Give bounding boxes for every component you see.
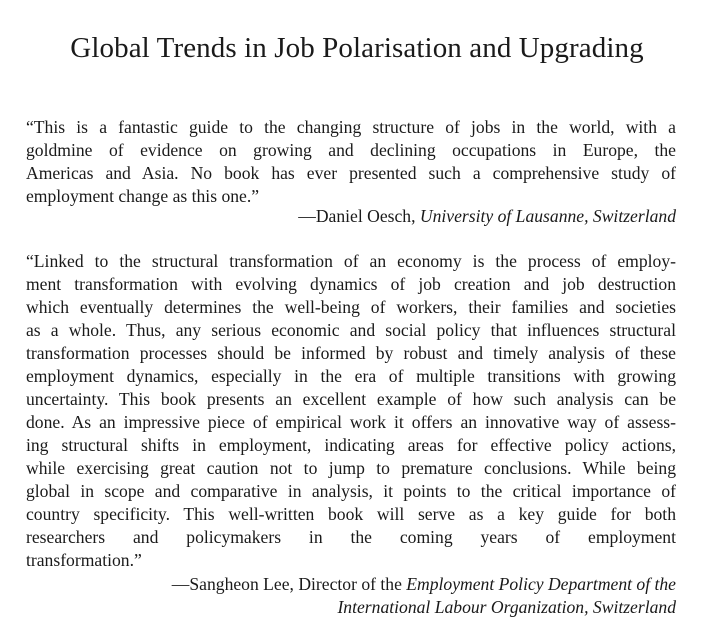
quote-line: which eventually determines the well-being of workers, their families and societies: [26, 297, 676, 317]
quote-line: as a whole. Thus, any serious economic and social policy that influences structural: [26, 320, 676, 340]
quote-line: researchers and policymakers in the coming years of employment: [26, 527, 676, 547]
quote-line: transformation.”: [26, 550, 142, 570]
endorsement-quote-lee: [26, 250, 676, 572]
quote-line: ing structural shifts in employment, indicating areas for effective policy actions,: [26, 435, 676, 455]
endorsement-attribution-oesch: [298, 205, 676, 228]
quote-line: country specificity. This well-written book will serve as a key guide for both: [26, 504, 676, 524]
quote-line: goldmine of evidence on growing and declining occupations in Europe, the: [26, 140, 676, 160]
quote-line: while exercising great caution not to jump to premature conclusions. While being: [26, 458, 676, 478]
quote-line: transformation processes should be informed by robust and timely analysis of these: [26, 343, 676, 363]
quote-line: global in scope and comparative in analysis, it points to the critical importance of: [26, 481, 676, 501]
quote-line: employment change as this one.”: [26, 186, 260, 206]
endorsement-attribution-lee: [172, 573, 676, 619]
endorsement-quote-oesch: [26, 116, 676, 208]
attribution-affiliation: University of Lausanne, Switzerland: [419, 206, 676, 226]
attribution-name: —Daniel Oesch,: [298, 206, 420, 226]
attribution-affiliation: Employment Policy Department of the: [406, 574, 676, 594]
quote-line: “Linked to the structural transformation of an economy is the process of employ-: [26, 251, 676, 271]
quote-line: employment dynamics, especially in the era of multiple transitions with growing: [26, 366, 676, 386]
attribution-name: —Sangheon Lee, Director of the: [171, 574, 407, 594]
quote-line: done. As an impressive piece of empirical work it offers an innovative way of assess-: [26, 412, 676, 432]
quote-line: Americas and Asia. No book has ever presented such a comprehensive study of: [26, 163, 676, 183]
page-title: Global Trends in Job Polarisation and Upgrading: [70, 32, 644, 64]
attribution-affiliation: International Labour Organization, Switzerland: [337, 597, 676, 617]
quote-line: ment transformation with evolving dynamics of job creation and job destruction: [26, 274, 676, 294]
quote-line: uncertainty. This book presents an excellent example of how such analysis can be: [26, 389, 676, 409]
quote-line: “This is a fantastic guide to the changing structure of jobs in the world, with a: [26, 117, 676, 137]
